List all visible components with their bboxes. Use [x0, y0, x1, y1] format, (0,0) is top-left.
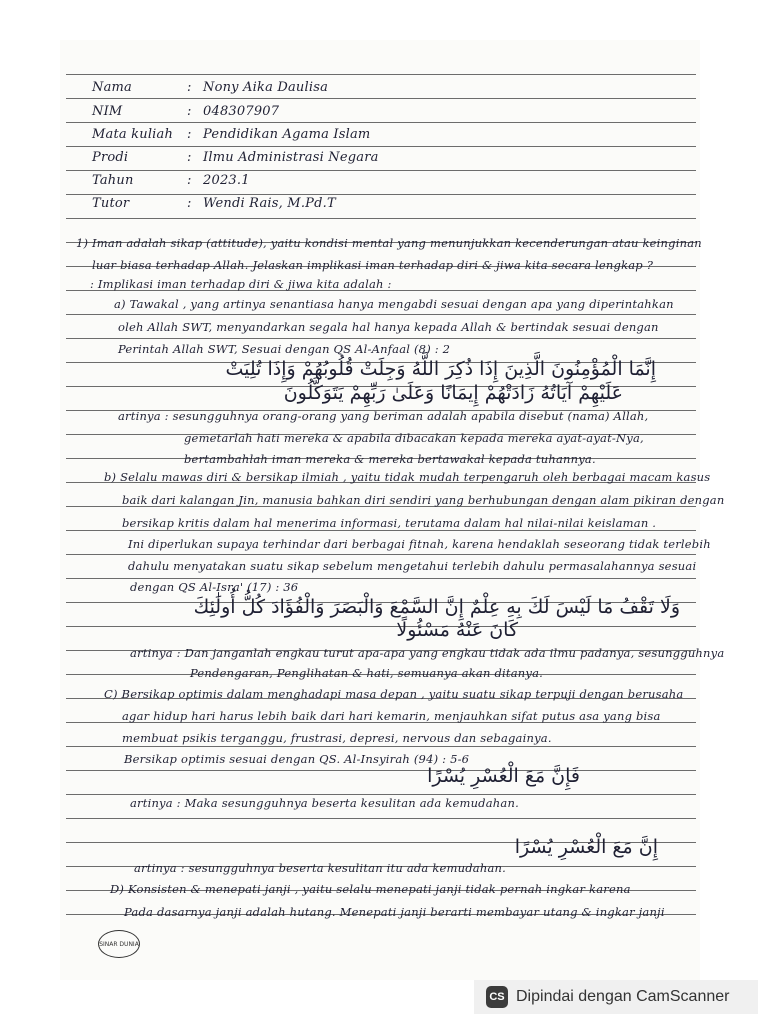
ruled-line: [66, 170, 696, 171]
ruled-line: [66, 194, 696, 195]
header-colon: :: [187, 173, 192, 188]
question-line: 1) Iman adalah sikap (attitude), yaitu kondisi mental yang menunjukkan kecenderungan atau keinginan: [76, 236, 702, 250]
point-c-line: C) Bersikap optimis dalam menghadapi masa depan , yaitu suatu sikap terpuji dengan berusaha: [104, 687, 684, 701]
header-value: Ilmu Administrasi Negara: [203, 150, 379, 165]
header-label: Nama: [92, 80, 133, 95]
translation-line: artinya : sesungguhnya orang-orang yang beriman adalah apabila disebut (nama) Allah,: [118, 409, 649, 423]
point-c-line: Bersikap optimis sesuai dengan QS. Al-Insyirah (94) : 5-6: [124, 752, 470, 766]
header-value: Pendidikan Agama Islam: [203, 127, 371, 142]
point-a-line: oleh Allah SWT, menyandarkan segala hal hanya kepada Allah & bertindak sesuai dengan: [118, 320, 659, 334]
ruled-line: [66, 554, 696, 555]
arabic-verse: فَإِنَّ مَعَ الْعُسْرِ يُسْرًا: [427, 765, 580, 787]
camscanner-watermark: [474, 980, 758, 1014]
point-b-line: baik dari kalangan Jin, manusia bahkan diri sendiri yang berhubungan dengan alam pikiran dengan: [122, 493, 725, 507]
ruled-line: [66, 626, 696, 627]
header-label: Prodi: [92, 150, 129, 165]
paper-brand-stamp: [98, 930, 140, 958]
translation-line: artinya : Maka sesungguhnya beserta kesulitan ada kemudahan.: [130, 796, 519, 810]
ruled-line: [66, 338, 696, 339]
translation-line: artinya : sesungguhnya beserta kesulitan itu ada kemudahan.: [134, 861, 506, 875]
header-label: Mata kuliah: [92, 127, 174, 142]
point-c-line: membuat psikis terganggu, frustrasi, depresi, nervous dan sebagainya.: [122, 731, 552, 745]
arabic-verse: عَلَيْهِمْ آيَاتُهُ زَادَتْهُمْ إِيمَانًا وَعَلَىٰ رَبِّهِمْ يَتَوَكَّلُونَ: [283, 382, 623, 404]
header-value: Wendi Rais, M.Pd.T: [203, 196, 336, 211]
point-a-line: a) Tawakal , yang artinya senantiasa hanya mengabdi sesuai dengan apa yang diperintahkan: [114, 297, 674, 311]
translation-line: bertambahlah iman mereka & mereka bertawakal kepada tuhannya.: [184, 452, 596, 466]
header-value: Nony Aika Daulisa: [203, 80, 329, 95]
arabic-verse: إِنَّ مَعَ الْعُسْرِ يُسْرًا: [514, 836, 658, 858]
point-b-line: dahulu menyatakan suatu sikap sebelum mengetahui terlebih dahulu permasalahannya sesuai: [128, 559, 697, 573]
ruled-line: [66, 794, 696, 795]
answer-intro: : Implikasi iman terhadap diri & jiwa kita adalah :: [90, 277, 392, 291]
header-label: Tutor: [92, 196, 130, 211]
translation-line: gemetarlah hati mereka & apabila dibacakan kepada mereka ayat-ayat-Nya,: [184, 431, 644, 445]
point-b-line: bersikap kritis dalam hal menerima informasi, terutama dalam hal nilai-nilai keislaman .: [122, 516, 657, 530]
header-colon: :: [187, 80, 192, 95]
header-colon: :: [187, 127, 192, 142]
ruled-line: [66, 98, 696, 99]
translation-line: artinya : Dan janganlah engkau turut apa-apa yang engkau tidak ada ilmu padanya, sesungguhnya: [130, 646, 725, 660]
header-colon: :: [187, 104, 192, 119]
translation-line: Pendengaran, Penglihatan & hati, semuanya akan ditanya.: [190, 666, 543, 680]
ruled-line: [66, 146, 696, 147]
ruled-line: [66, 530, 696, 531]
ruled-line: [66, 218, 696, 219]
ruled-line: [66, 314, 696, 315]
arabic-verse: وَلَا تَقْفُ مَا لَيْسَ لَكَ بِهِ عِلْمٌ إِنَّ السَّمْعَ وَالْبَصَرَ وَالْفُؤَادَ كُلُّ أُولَٰئِكَ: [193, 596, 680, 618]
arabic-verse: إِنَّمَا الْمُؤْمِنُونَ الَّذِينَ إِذَا ذُكِرَ اللَّهُ وَجِلَتْ قُلُوبُهُمْ وَإِذَا تُلِيَتْ: [225, 358, 656, 380]
question-line: luar biasa terhadap Allah. Jelaskan implikasi iman terhadap diri & jiwa kita secara lengkap ?: [92, 258, 654, 272]
header-value: 2023.1: [203, 173, 250, 188]
ruled-line: [66, 770, 696, 771]
header-value: 048307907: [203, 104, 280, 119]
watermark-text: Dipindai dengan CamScanner: [516, 988, 730, 1005]
point-b-line: b) Selalu mawas diri & bersikap ilmiah , yaitu tidak mudah terpengaruh oleh berbagai macam kasus: [104, 470, 711, 484]
ruled-line: [66, 818, 696, 819]
point-d-line: Pada dasarnya janji adalah hutang. Menepati janji berarti membayar utang & ingkar janji: [124, 905, 665, 919]
ruled-line: [66, 122, 696, 123]
ruled-line: [66, 578, 696, 579]
point-d-line: D) Konsisten & menepati janji , yaitu selalu menepati janji tidak pernah ingkar karena: [110, 882, 631, 896]
point-b-line: dengan QS Al-Isra' (17) : 36: [130, 580, 299, 594]
header-label: NIM: [92, 104, 123, 119]
camscanner-logo-icon: CS: [486, 986, 508, 1008]
ruled-line: [66, 746, 696, 747]
ruled-line: [66, 74, 696, 75]
header-colon: :: [187, 196, 192, 211]
point-a-line: Perintah Allah SWT, Sesuai dengan QS Al-Anfaal (8) : 2: [118, 342, 451, 356]
stamp-text: SINAR DUNIA: [99, 940, 139, 948]
point-c-line: agar hidup hari harus lebih baik dari hari kemarin, menjauhkan sifat putus asa yang bisa: [122, 709, 661, 723]
arabic-verse: كَانَ عَنْهُ مَسْئُولًا: [396, 619, 518, 641]
header-colon: :: [187, 150, 192, 165]
point-b-line: Ini diperlukan supaya terhindar dari berbagai fitnah, karena hendaklah seseorang tidak terlebih: [128, 537, 711, 551]
header-label: Tahun: [92, 173, 134, 188]
